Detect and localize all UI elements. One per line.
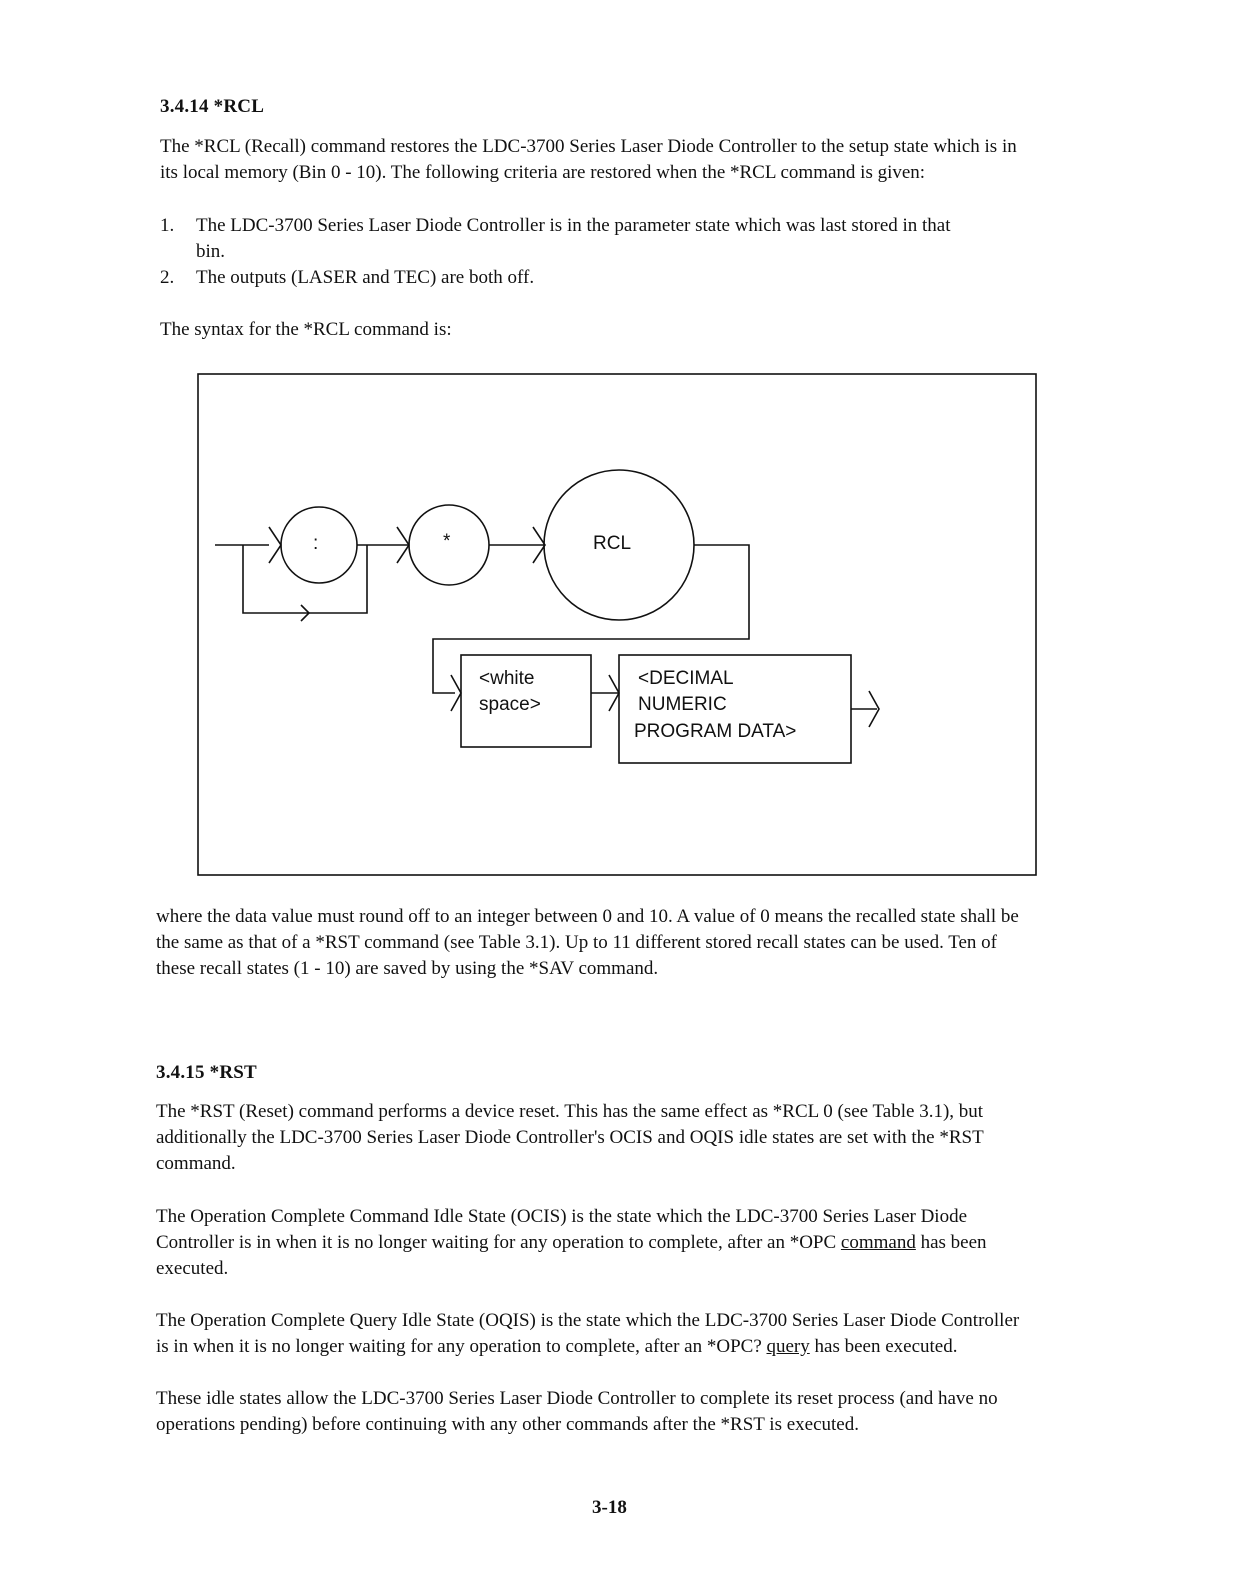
section-heading-rcl: 3.4.14 *RCL (160, 96, 265, 117)
text-span: has been executed. (809, 1336, 958, 1357)
query-link[interactable]: query (766, 1336, 810, 1357)
syntax-intro: The syntax for the *RCL command is: (160, 319, 452, 340)
text-line: command. (156, 1153, 236, 1174)
text-span: is in when it is no longer waiting for any operation to complete, after an *OPC? (156, 1336, 767, 1357)
page-number: 3-18 (592, 1497, 627, 1518)
list-text: The outputs (LASER and TEC) are both off. (196, 267, 535, 288)
arrow-into-colon (269, 527, 281, 563)
text-line: These idle states allow the LDC-3700 Series Laser Diode Controller to complete its reset process (and have no (156, 1388, 998, 1409)
syntax-diagram (197, 373, 1049, 885)
decimal-label-line3: PROGRAM DATA> (634, 721, 797, 742)
rcl-label: RCL (593, 533, 632, 554)
section-heading-rst: 3.4.15 *RST (156, 1062, 257, 1083)
text-line: The Operation Complete Query Idle State (OQIS) is the state which the LDC-3700 Series Laser Diode Controller (156, 1310, 1020, 1331)
text-line: its local memory (Bin 0 - 10). The following criteria are restored when the *RCL command is given: (160, 162, 926, 183)
asterisk-label: * (443, 531, 451, 552)
rcl-after-paragraph (156, 904, 1076, 982)
list-number: 2. (160, 267, 175, 288)
text-line: The *RCL (Recall) command restores the LDC-3700 Series Laser Diode Controller to the setup state which is in (160, 136, 1017, 157)
list-item (160, 265, 1060, 291)
text-span: Controller is in when it is no longer waiting for any operation to complete, after an *OPC (156, 1232, 841, 1253)
text-line: operations pending) before continuing with any other commands after the *RST is executed. (156, 1414, 859, 1435)
text-line: The *RST (Reset) command performs a device reset. This has the same effect as *RCL 0 (see Table 3.1), but (156, 1101, 984, 1122)
text-line: where the data value must round off to an integer between 0 and 10. A value of 0 means the recalled state shall be (156, 906, 1019, 927)
rst-paragraph-3 (156, 1308, 1076, 1360)
decimal-label-line1: <DECIMAL (638, 668, 734, 689)
text-line: these recall states (1 - 10) are saved by using the *SAV command. (156, 958, 659, 979)
rcl-intro-paragraph (160, 134, 1076, 186)
rst-paragraph-2 (156, 1204, 1076, 1282)
whitespace-label-line1: <white (479, 668, 535, 689)
list-number: 1. (160, 215, 175, 236)
text-line: The Operation Complete Command Idle State (OCIS) is the state which the LDC-3700 Series Laser Diode (156, 1206, 968, 1227)
whitespace-label-line2: space> (479, 694, 541, 715)
list-item-continuation: bin. (196, 241, 226, 262)
command-link[interactable]: command (840, 1232, 916, 1253)
decimal-label-line2: NUMERIC (638, 694, 727, 715)
list-text: The LDC-3700 Series Laser Diode Controller is in the parameter state which was last stored in that (196, 215, 951, 236)
text-line: the same as that of a *RST command (see Table 3.1). Up to 11 different stored recall states can be used. Ten of (156, 932, 998, 953)
rst-paragraph-4 (156, 1386, 1076, 1438)
colon-circle (281, 507, 357, 583)
text-line: additionally the LDC-3700 Series Laser Diode Controller's OCIS and OQIS idle states are set with the *RST (156, 1127, 984, 1148)
text-line (156, 1230, 1076, 1256)
text-line (156, 1334, 1076, 1360)
text-span: has been (915, 1232, 987, 1253)
rst-paragraph-1 (156, 1099, 1076, 1177)
list-item (160, 213, 1060, 239)
syntax-diagram-graphics (197, 373, 1049, 885)
colon-label: : (313, 533, 319, 554)
diagram-frame (198, 374, 1036, 875)
text-line: executed. (156, 1258, 229, 1279)
bypass-loop (243, 545, 367, 613)
